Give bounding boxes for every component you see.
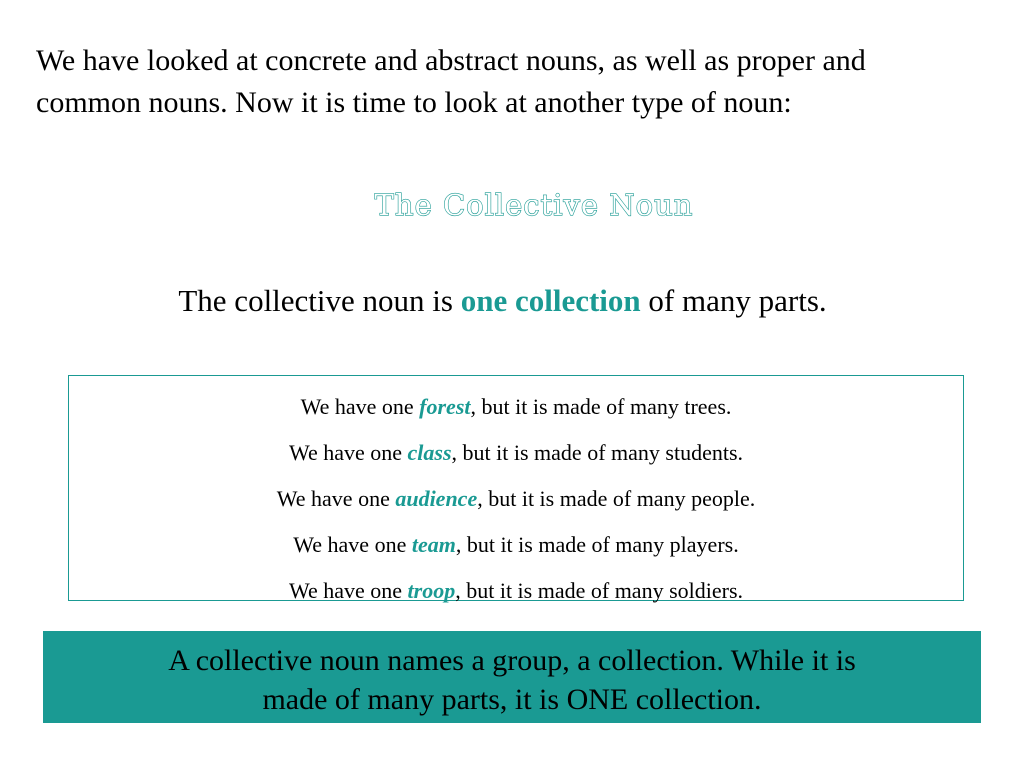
definition-text-before: The collective noun is <box>178 283 461 318</box>
definition-text-after: of many parts. <box>640 283 827 318</box>
example-prefix: We have one <box>276 486 396 511</box>
examples-box <box>68 375 964 601</box>
summary-line-2: made of many parts, it is ONE collection. <box>262 683 762 716</box>
example-noun: troop <box>407 578 456 603</box>
example-suffix: , but it is made of many trees. <box>470 394 732 419</box>
example-line <box>69 522 963 568</box>
example-prefix: We have one <box>300 394 420 419</box>
example-prefix: We have one <box>288 578 408 603</box>
example-noun: audience <box>395 486 478 511</box>
example-line <box>69 430 963 476</box>
example-noun: forest <box>419 394 471 419</box>
example-suffix: , but it is made of many people. <box>477 486 756 511</box>
definition-emphasis: one collection <box>460 283 641 318</box>
summary-line-1: A collective noun names a group, a collection. While it is <box>168 644 856 677</box>
example-noun: class <box>407 440 452 465</box>
example-suffix: , but it is made of many students. <box>451 440 744 465</box>
intro-paragraph <box>36 40 1011 124</box>
slide-heading: The Collective Noun <box>374 188 694 222</box>
intro-line-2: common nouns. Now it is time to look at another type of noun: <box>36 86 792 119</box>
example-suffix: , but it is made of many soldiers. <box>455 578 744 603</box>
definition-sentence <box>0 281 1005 321</box>
example-suffix: , but it is made of many players. <box>455 532 739 557</box>
example-line <box>69 384 963 430</box>
example-prefix: We have one <box>288 440 408 465</box>
example-noun: team <box>411 532 456 557</box>
summary-box <box>43 631 981 723</box>
intro-line-1: We have looked at concrete and abstract nouns, as well as proper and <box>36 44 866 77</box>
example-line <box>69 568 963 614</box>
example-prefix: We have one <box>293 532 412 557</box>
example-line <box>69 476 963 522</box>
